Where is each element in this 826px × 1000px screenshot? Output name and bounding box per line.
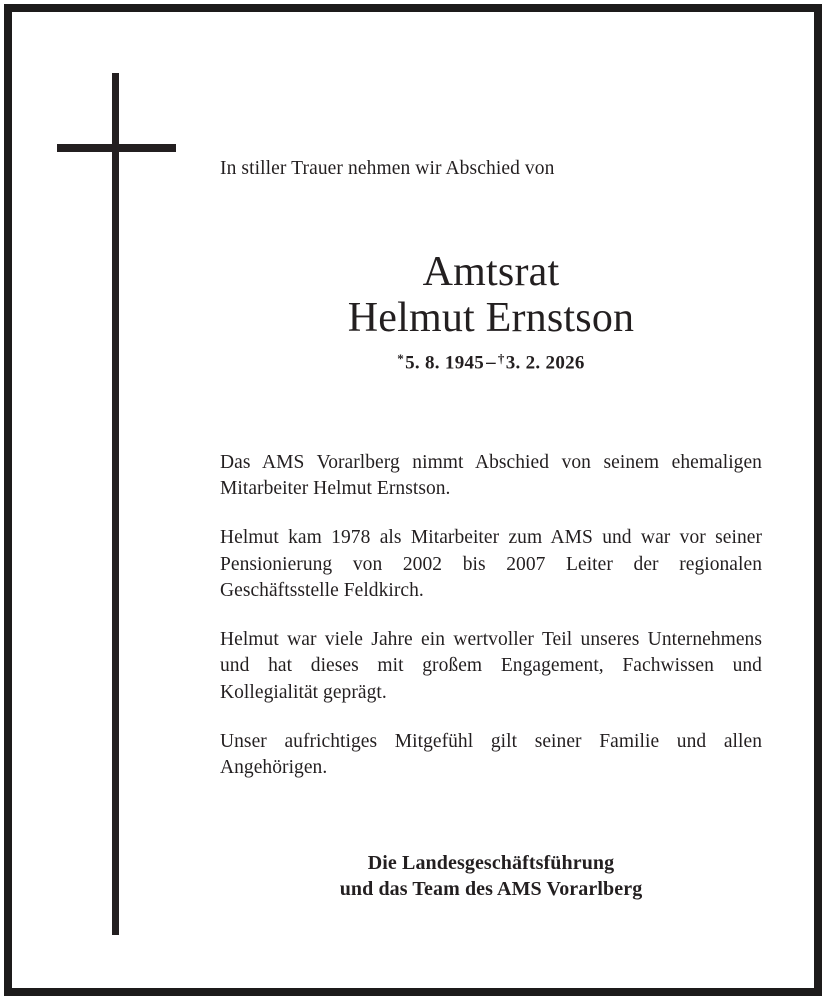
birth-star-icon: * (397, 350, 405, 366)
body-paragraphs (220, 450, 762, 781)
signature-block (220, 850, 762, 903)
latin-cross-crossbar-icon (57, 144, 176, 152)
death-date: 3. 2. 2026 (505, 352, 585, 373)
body-paragraph: Unser aufrichtiges Mitgefühl gilt seiner Familie und allen Angehörigen. (220, 730, 762, 778)
date-separator: – (486, 352, 496, 373)
body-paragraph: Helmut kam 1978 als Mitarbeiter zum AMS und war vor seiner Pensionierung von 2002 bis 2007 Leiter der regionalen Geschäftsstelle Feldkirch. (220, 527, 762, 601)
life-dates (220, 351, 762, 374)
notice-inner (12, 12, 814, 988)
honorific-title: Amtsrat (422, 249, 560, 295)
name-block (220, 250, 762, 374)
latin-cross-icon (112, 73, 119, 935)
body-paragraph: Das AMS Vorarlberg nimmt Abschied von seinem ehemaligen Mitarbeiter Helmut Ernstson. (220, 452, 762, 500)
notice-content (220, 12, 762, 988)
deceased-name: Helmut Ernstson (347, 294, 635, 341)
death-cross-icon: † (497, 350, 505, 366)
intro-text: In stiller Trauer nehmen wir Abschied von (220, 158, 555, 179)
signature-line-1: Die Landesgeschäftsführung (367, 852, 615, 874)
body-paragraph: Helmut war viele Jahre ein wertvoller Teil unseres Unternehmens und hat dieses mit großem Engagement, Fachwissen und Kollegialität geprägt. (220, 629, 762, 703)
signature-line-2: und das Team des AMS Vorarlberg (339, 878, 643, 901)
mourning-frame (4, 4, 822, 996)
birth-date: 5. 8. 1945 (405, 352, 485, 373)
